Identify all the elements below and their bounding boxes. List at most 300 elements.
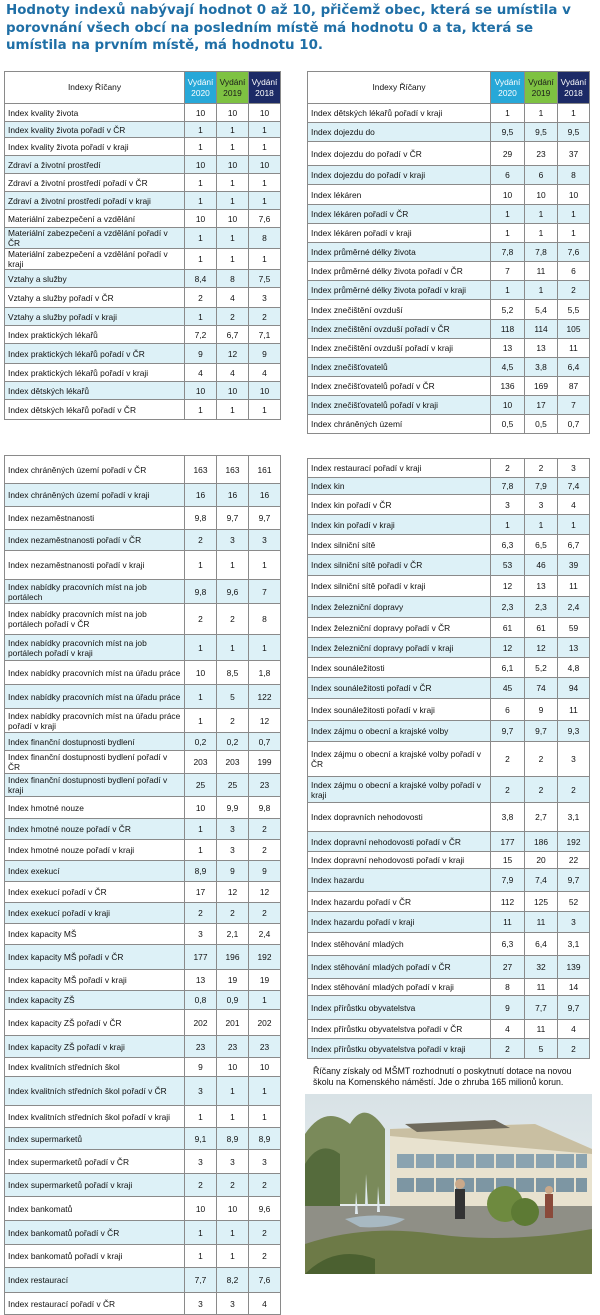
value-2020: 2 [491,1039,525,1059]
value-2018: 3 [558,742,590,777]
table-row [308,243,590,262]
table-row [5,840,281,861]
value-2020: 9,1 [185,1128,217,1150]
value-2019: 1 [217,1106,249,1128]
table-row [308,396,590,415]
table-row [308,1039,590,1059]
value-2018: 23 [249,1036,281,1058]
value-2018: 2 [249,840,281,861]
value-2019: 10 [217,156,249,174]
value-2019: 2 [525,459,558,478]
index-name: Index zájmu o obecní a krajské volby [308,721,491,742]
index-name: Index zájmu o obecní a krajské volby pořadí v kraji [308,777,491,803]
value-2019: 10 [217,382,249,400]
table-row [308,320,590,339]
table-row [308,478,590,495]
value-2020: 1 [185,709,217,733]
table-row [308,123,590,142]
value-2019: 9 [217,861,249,882]
index-name: Index supermarketů pořadí v ČR [5,1150,185,1174]
table-row [308,339,590,358]
value-2020: 1 [185,400,217,420]
value-2020: 6,3 [491,535,525,555]
value-2019: 196 [217,945,249,970]
value-2019: 10 [525,185,558,205]
index-name: Index kin pořadí v ČR [308,495,491,515]
index-name: Index železniční dopravy pořadí v ČR [308,618,491,638]
index-name: Index dopravní nehodovosti pořadí v kraji [308,852,491,869]
value-2019: 0,5 [525,415,558,434]
index-name: Index hmotné nouze pořadí v kraji [5,840,185,861]
value-2020: 203 [185,751,217,774]
value-2020: 8,4 [185,270,217,288]
value-2020: 9 [491,996,525,1020]
table-row [5,604,281,635]
value-2020: 1 [185,228,217,249]
value-2019: 2 [217,709,249,733]
table-row [5,156,281,174]
value-2019: 3 [217,1150,249,1174]
table-row [5,861,281,882]
value-2019: 23 [217,1036,249,1058]
value-2019: 1 [217,138,249,156]
value-2018: 122 [249,685,281,709]
table-row [5,551,281,580]
index-name: Index stěhování mladých [308,933,491,956]
table-row [308,205,590,224]
value-2019: 0,2 [217,733,249,751]
table-row [5,661,281,685]
index-table-bottom-right [307,458,590,1059]
table-row [308,742,590,777]
value-2020: 1 [185,1221,217,1245]
index-name: Index kvalitních středních škol pořadí v ČR [5,1077,185,1106]
index-name: Index průměrné délky života pořadí v ČR [308,262,491,281]
value-2020: 10 [185,797,217,819]
value-2020: 9,5 [491,123,525,142]
table-row [5,210,281,228]
value-2018: 139 [558,956,590,979]
value-2020: 1 [185,819,217,840]
value-2020: 7 [491,262,525,281]
table-row [308,933,590,956]
value-2018: 7,5 [249,270,281,288]
index-name: Index lékáren pořadí v ČR [308,205,491,224]
table-row [308,618,590,638]
value-2020: 3 [185,1150,217,1174]
value-2018: 3,1 [558,803,590,832]
index-name: Index praktických lékařů [5,326,185,344]
index-name: Index dětských lékařů [5,382,185,400]
value-2019: 10 [217,1197,249,1221]
value-2018: 4,8 [558,658,590,678]
value-2018: 7,1 [249,326,281,344]
value-2020: 1 [185,122,217,138]
value-2019: 74 [525,678,558,699]
value-2018: 10 [249,104,281,122]
value-2020: 17 [185,882,217,903]
value-2018: 1 [249,249,281,270]
table-row [5,400,281,420]
value-2018: 6,4 [558,358,590,377]
index-name: Index kapacity ZŠ [5,991,185,1010]
header-vydani-2018: Vydání 2018 [558,72,590,104]
value-2018: 2 [558,777,590,803]
value-2019: 1 [217,192,249,210]
value-2019: 1 [217,1077,249,1106]
value-2018: 7,6 [558,243,590,262]
value-2018: 11 [558,339,590,358]
value-2019: 13 [525,339,558,358]
value-2019: 10 [217,210,249,228]
value-2018: 7 [249,580,281,604]
index-name: Index hazardu pořadí v ČR [308,892,491,912]
school-photo [305,1094,592,1274]
value-2019: 6 [525,166,558,185]
value-2018: 6,7 [558,535,590,555]
value-2019: 10 [217,1058,249,1077]
index-name: Index kvality života pořadí v kraji [5,138,185,156]
value-2018: 52 [558,892,590,912]
value-2020: 112 [491,892,525,912]
table-row [5,751,281,774]
value-2020: 1 [185,249,217,270]
value-2018: 19 [249,970,281,991]
index-name: Index průměrné délky života pořadí v kraji [308,281,491,300]
index-name: Index nezaměstnanosti pořadí v ČR [5,530,185,551]
index-name: Zdraví a životní prostředí pořadí v ČR [5,174,185,192]
index-name: Index kin [308,478,491,495]
value-2019: 2 [217,604,249,635]
value-2020: 1 [185,138,217,156]
index-name: Index silniční sítě pořadí v kraji [308,576,491,597]
value-2019: 3 [525,495,558,515]
value-2019: 7,9 [525,478,558,495]
table-row [308,142,590,166]
value-2018: 0,7 [558,415,590,434]
table-row [308,803,590,832]
table-row [5,1174,281,1197]
table-row [5,685,281,709]
value-2020: 13 [185,970,217,991]
table-row [308,1020,590,1039]
table-row [308,185,590,205]
value-2018: 11 [558,699,590,721]
table-row [308,300,590,320]
value-2019: 12 [217,882,249,903]
value-2020: 10 [185,210,217,228]
value-2018: 192 [558,832,590,852]
value-2018: 7 [558,396,590,415]
table-row [308,358,590,377]
header-vydani-2018: Vydání 2018 [249,72,281,104]
table-row [5,364,281,382]
index-name: Index restaurací pořadí v ČR [5,1293,185,1315]
value-2020: 29 [491,142,525,166]
value-2020: 1 [185,1245,217,1268]
value-2019: 1 [525,281,558,300]
index-name: Index nabídky pracovních míst na job portálech pořadí v kraji [5,635,185,661]
index-name: Materiální zabezpečení a vzdělání pořadí v kraji [5,249,185,270]
value-2020: 1 [185,308,217,326]
table-row [5,530,281,551]
index-name: Vztahy a služby pořadí v ČR [5,288,185,308]
index-name: Index znečišťovatelů pořadí v kraji [308,396,491,415]
value-2018: 1 [249,192,281,210]
value-2018: 37 [558,142,590,166]
value-2020: 6 [491,166,525,185]
value-2020: 6,3 [491,933,525,956]
table-row [308,699,590,721]
table-row [5,733,281,751]
table-row [5,945,281,970]
header-title: Indexy Říčany [308,72,491,104]
value-2020: 11 [491,912,525,933]
value-2019: 2,3 [525,597,558,618]
index-name: Index bankomatů pořadí v kraji [5,1245,185,1268]
table-row [308,892,590,912]
value-2020: 10 [185,156,217,174]
value-2019: 1 [217,174,249,192]
value-2020: 177 [491,832,525,852]
value-2019: 8,2 [217,1268,249,1293]
table-row [5,991,281,1010]
value-2019: 8,5 [217,661,249,685]
value-2020: 13 [491,339,525,358]
table-row [5,249,281,270]
header-vydani-2020: Vydání 2020 [491,72,525,104]
value-2020: 9 [185,1058,217,1077]
value-2019: 201 [217,1010,249,1036]
value-2018: 0,7 [249,733,281,751]
table-row [5,882,281,903]
index-name: Index restaurací [5,1268,185,1293]
value-2019: 12 [525,638,558,658]
value-2018: 3 [249,530,281,551]
value-2020: 4 [491,1020,525,1039]
value-2020: 1 [491,104,525,123]
value-2019: 2 [525,742,558,777]
value-2020: 2 [185,288,217,308]
value-2018: 8 [249,604,281,635]
table-row [308,377,590,396]
value-2020: 1 [491,515,525,535]
value-2018: 3,1 [558,933,590,956]
index-name: Index hazardu [308,869,491,892]
value-2020: 9 [185,344,217,364]
table-row [5,138,281,156]
index-name: Index bankomatů [5,1197,185,1221]
index-name: Index sounáležitosti pořadí v kraji [308,699,491,721]
value-2020: 1 [185,1106,217,1128]
index-table-top-left [4,71,281,420]
index-name: Index znečišťovatelů [308,358,491,377]
table-row [308,912,590,933]
value-2020: 3 [185,1077,217,1106]
index-name: Index dopravních nehodovosti [308,803,491,832]
value-2019: 2 [217,1174,249,1197]
value-2019: 5,4 [525,300,558,320]
value-2019: 6,4 [525,933,558,956]
value-2018: 3 [249,288,281,308]
table-row [5,1268,281,1293]
value-2019: 4 [217,364,249,382]
value-2020: 1 [185,192,217,210]
value-2018: 94 [558,678,590,699]
table-row [5,903,281,924]
value-2019: 9,7 [217,507,249,530]
value-2018: 1 [558,205,590,224]
index-name: Index silniční sítě pořadí v ČR [308,555,491,576]
value-2018: 9,3 [558,721,590,742]
value-2019: 5 [525,1039,558,1059]
value-2018: 12 [249,882,281,903]
index-name: Index kapacity ZŠ pořadí v ČR [5,1010,185,1036]
photo-caption: Říčany získaly od MŠMT rozhodnutí o poskytnutí dotace na novou školu na Komenského náměstí. Jde o zhruba 165 milionů korun. [313,1066,572,1087]
value-2018: 3 [558,912,590,933]
value-2018: 9,7 [558,996,590,1020]
value-2019: 9 [525,699,558,721]
table-row [5,174,281,192]
table-row [308,956,590,979]
value-2020: 9,8 [185,580,217,604]
value-2018: 105 [558,320,590,339]
index-name: Index přírůstku obyvatelstva pořadí v ČR [308,1020,491,1039]
value-2020: 136 [491,377,525,396]
header-vydani-2020: Vydání 2020 [185,72,217,104]
table-row [5,1245,281,1268]
value-2018: 161 [249,456,281,484]
table-row [5,326,281,344]
value-2020: 202 [185,1010,217,1036]
value-2018: 4 [558,495,590,515]
index-name: Index dojezdu do pořadí v kraji [308,166,491,185]
value-2018: 1 [558,515,590,535]
header-vydani-2019: Vydání 2019 [217,72,249,104]
value-2020: 15 [491,852,525,869]
index-name: Index chráněných území pořadí v kraji [5,484,185,507]
value-2019: 1 [217,122,249,138]
value-2020: 23 [185,1036,217,1058]
value-2019: 1 [217,228,249,249]
index-name: Index lékáren [308,185,491,205]
table-row [5,1293,281,1315]
value-2019: 3 [217,1293,249,1315]
value-2018: 1 [249,551,281,580]
index-name: Index zájmu o obecní a krajské volby pořadí v ČR [308,742,491,777]
table-row [5,1010,281,1036]
index-name: Index znečištění ovzduší pořadí v ČR [308,320,491,339]
value-2020: 1 [491,205,525,224]
value-2018: 7,6 [249,1268,281,1293]
value-2019: 125 [525,892,558,912]
value-2018: 9 [249,344,281,364]
table-row [5,580,281,604]
index-name: Index chráněných území [308,415,491,434]
value-2019: 20 [525,852,558,869]
index-name: Index kvalitních středních škol [5,1058,185,1077]
value-2019: 1 [217,551,249,580]
value-2018: 9,6 [249,1197,281,1221]
value-2020: 1 [491,224,525,243]
table-row [308,535,590,555]
table-row [308,495,590,515]
value-2020: 3 [185,924,217,945]
value-2020: 1 [185,551,217,580]
table-row [5,192,281,210]
value-2020: 4,5 [491,358,525,377]
table-row [308,104,590,123]
value-2018: 4 [249,1293,281,1315]
index-name: Index železniční dopravy pořadí v kraji [308,638,491,658]
value-2018: 1 [558,224,590,243]
value-2019: 163 [217,456,249,484]
index-name: Index nabídky pracovních míst na úřadu práce [5,685,185,709]
value-2018: 1 [249,122,281,138]
value-2018: 5,5 [558,300,590,320]
value-2020: 8,9 [185,861,217,882]
value-2019: 61 [525,618,558,638]
value-2019: 7,8 [525,243,558,262]
value-2019: 3 [217,819,249,840]
value-2020: 12 [491,638,525,658]
table-row [5,819,281,840]
value-2018: 4 [249,364,281,382]
index-name: Index nabídky pracovních míst na úřadu práce [5,661,185,685]
value-2018: 39 [558,555,590,576]
table-row [5,484,281,507]
index-name: Index exekucí pořadí v kraji [5,903,185,924]
index-name: Index hazardu pořadí v kraji [308,912,491,933]
index-name: Index kin pořadí v kraji [308,515,491,535]
table-row [5,970,281,991]
value-2020: 3 [185,1293,217,1315]
value-2019: 6,7 [217,326,249,344]
table-row [5,709,281,733]
value-2018: 3 [249,1150,281,1174]
value-2020: 25 [185,774,217,797]
value-2019: 4 [217,288,249,308]
index-name: Index dětských lékařů pořadí v ČR [5,400,185,420]
value-2020: 118 [491,320,525,339]
table-row [5,635,281,661]
index-name: Index přírůstku obyvatelstva [308,996,491,1020]
value-2019: 9,6 [217,580,249,604]
index-name: Index dojezdu do [308,123,491,142]
value-2018: 12 [249,709,281,733]
value-2020: 9,7 [491,721,525,742]
table-row [308,281,590,300]
index-name: Materiální zabezpečení a vzdělání pořadí v ČR [5,228,185,249]
value-2019: 6,5 [525,535,558,555]
table-row [5,1128,281,1150]
value-2020: 16 [185,484,217,507]
value-2020: 45 [491,678,525,699]
value-2020: 2 [185,530,217,551]
value-2020: 10 [185,1197,217,1221]
index-name: Index kvality života pořadí v ČR [5,122,185,138]
value-2019: 7,7 [525,996,558,1020]
index-name: Index dopravní nehodovosti pořadí v ČR [308,832,491,852]
value-2019: 186 [525,832,558,852]
table-row [308,832,590,852]
table-row [308,459,590,478]
value-2020: 2,3 [491,597,525,618]
table-row [308,869,590,892]
value-2018: 11 [558,576,590,597]
value-2020: 2 [491,742,525,777]
value-2018: 8 [558,166,590,185]
